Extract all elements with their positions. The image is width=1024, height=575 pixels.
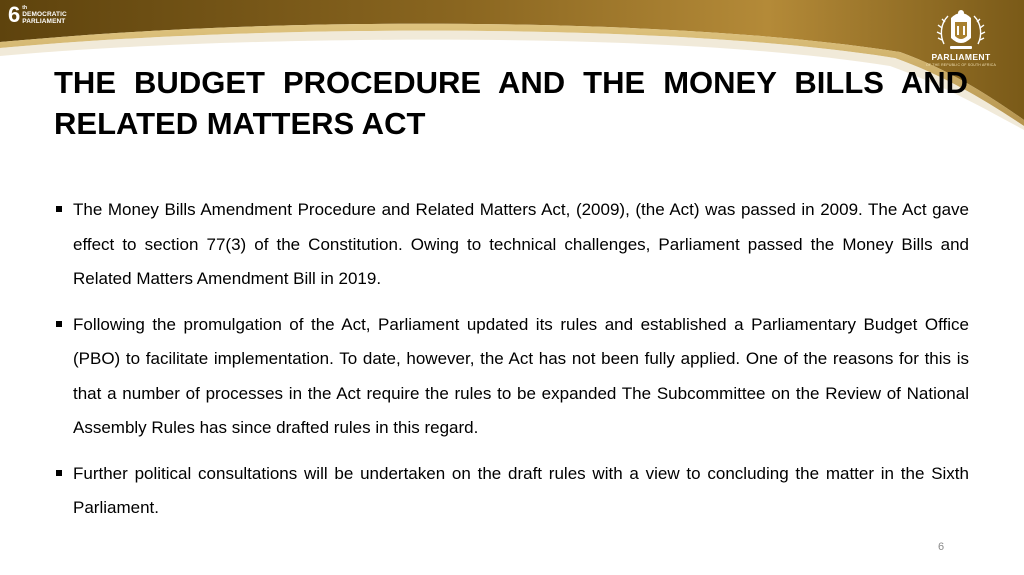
bullet-text: Following the promulgation of the Act, Parliament updated its rules and established a Parliamentary Budget Office (PBO) to facilitate implementation. To date, however, the Act has not been fully applied. One of the reasons for this is that a number of processes in the Act require the rules to be expanded The Subcommittee on the Review of National Assembly Rules has since drafted rules in this regard. — [73, 314, 969, 437]
badge-line2: PARLIAMENT — [22, 17, 66, 25]
bullet-marker-icon — [56, 321, 62, 327]
bullet-item — [56, 193, 969, 297]
parliament-crest-icon — [926, 4, 996, 56]
page-number: 6 — [937, 541, 945, 553]
bullet-marker-icon — [56, 206, 62, 212]
parliament-logo-title: PARLIAMENT — [931, 52, 991, 62]
bullet-list — [56, 193, 969, 537]
bullet-item — [56, 308, 969, 446]
bullet-marker-icon — [56, 470, 62, 476]
badge-suffix: th — [22, 4, 28, 11]
bullet-item — [56, 457, 969, 526]
slide-title: THE BUDGET PROCEDURE AND THE MONEY BILLS AND RELATED MATTERS ACT — [54, 65, 968, 141]
bullet-text: Further political consultations will be undertaken on the draft rules with a view to concluding the matter in the Sixth Parliament. — [73, 463, 969, 517]
badge-line1: DEMOCRATIC — [22, 10, 67, 18]
parliament-logo-subtitle: OF THE REPUBLIC OF SOUTH AFRICA — [925, 63, 997, 67]
bullet-text: The Money Bills Amendment Procedure and Related Matters Act, (2009), (the Act) was passed in 2009. The Act gave effect to section 77(3) of the Constitution. Owing to technical challenges, Parliament passed the Money Bills and Related Matters Amendment Bill in 2019. — [73, 200, 969, 288]
sixth-parliament-logo — [8, 3, 67, 27]
badge-number: 6 — [8, 2, 21, 27]
